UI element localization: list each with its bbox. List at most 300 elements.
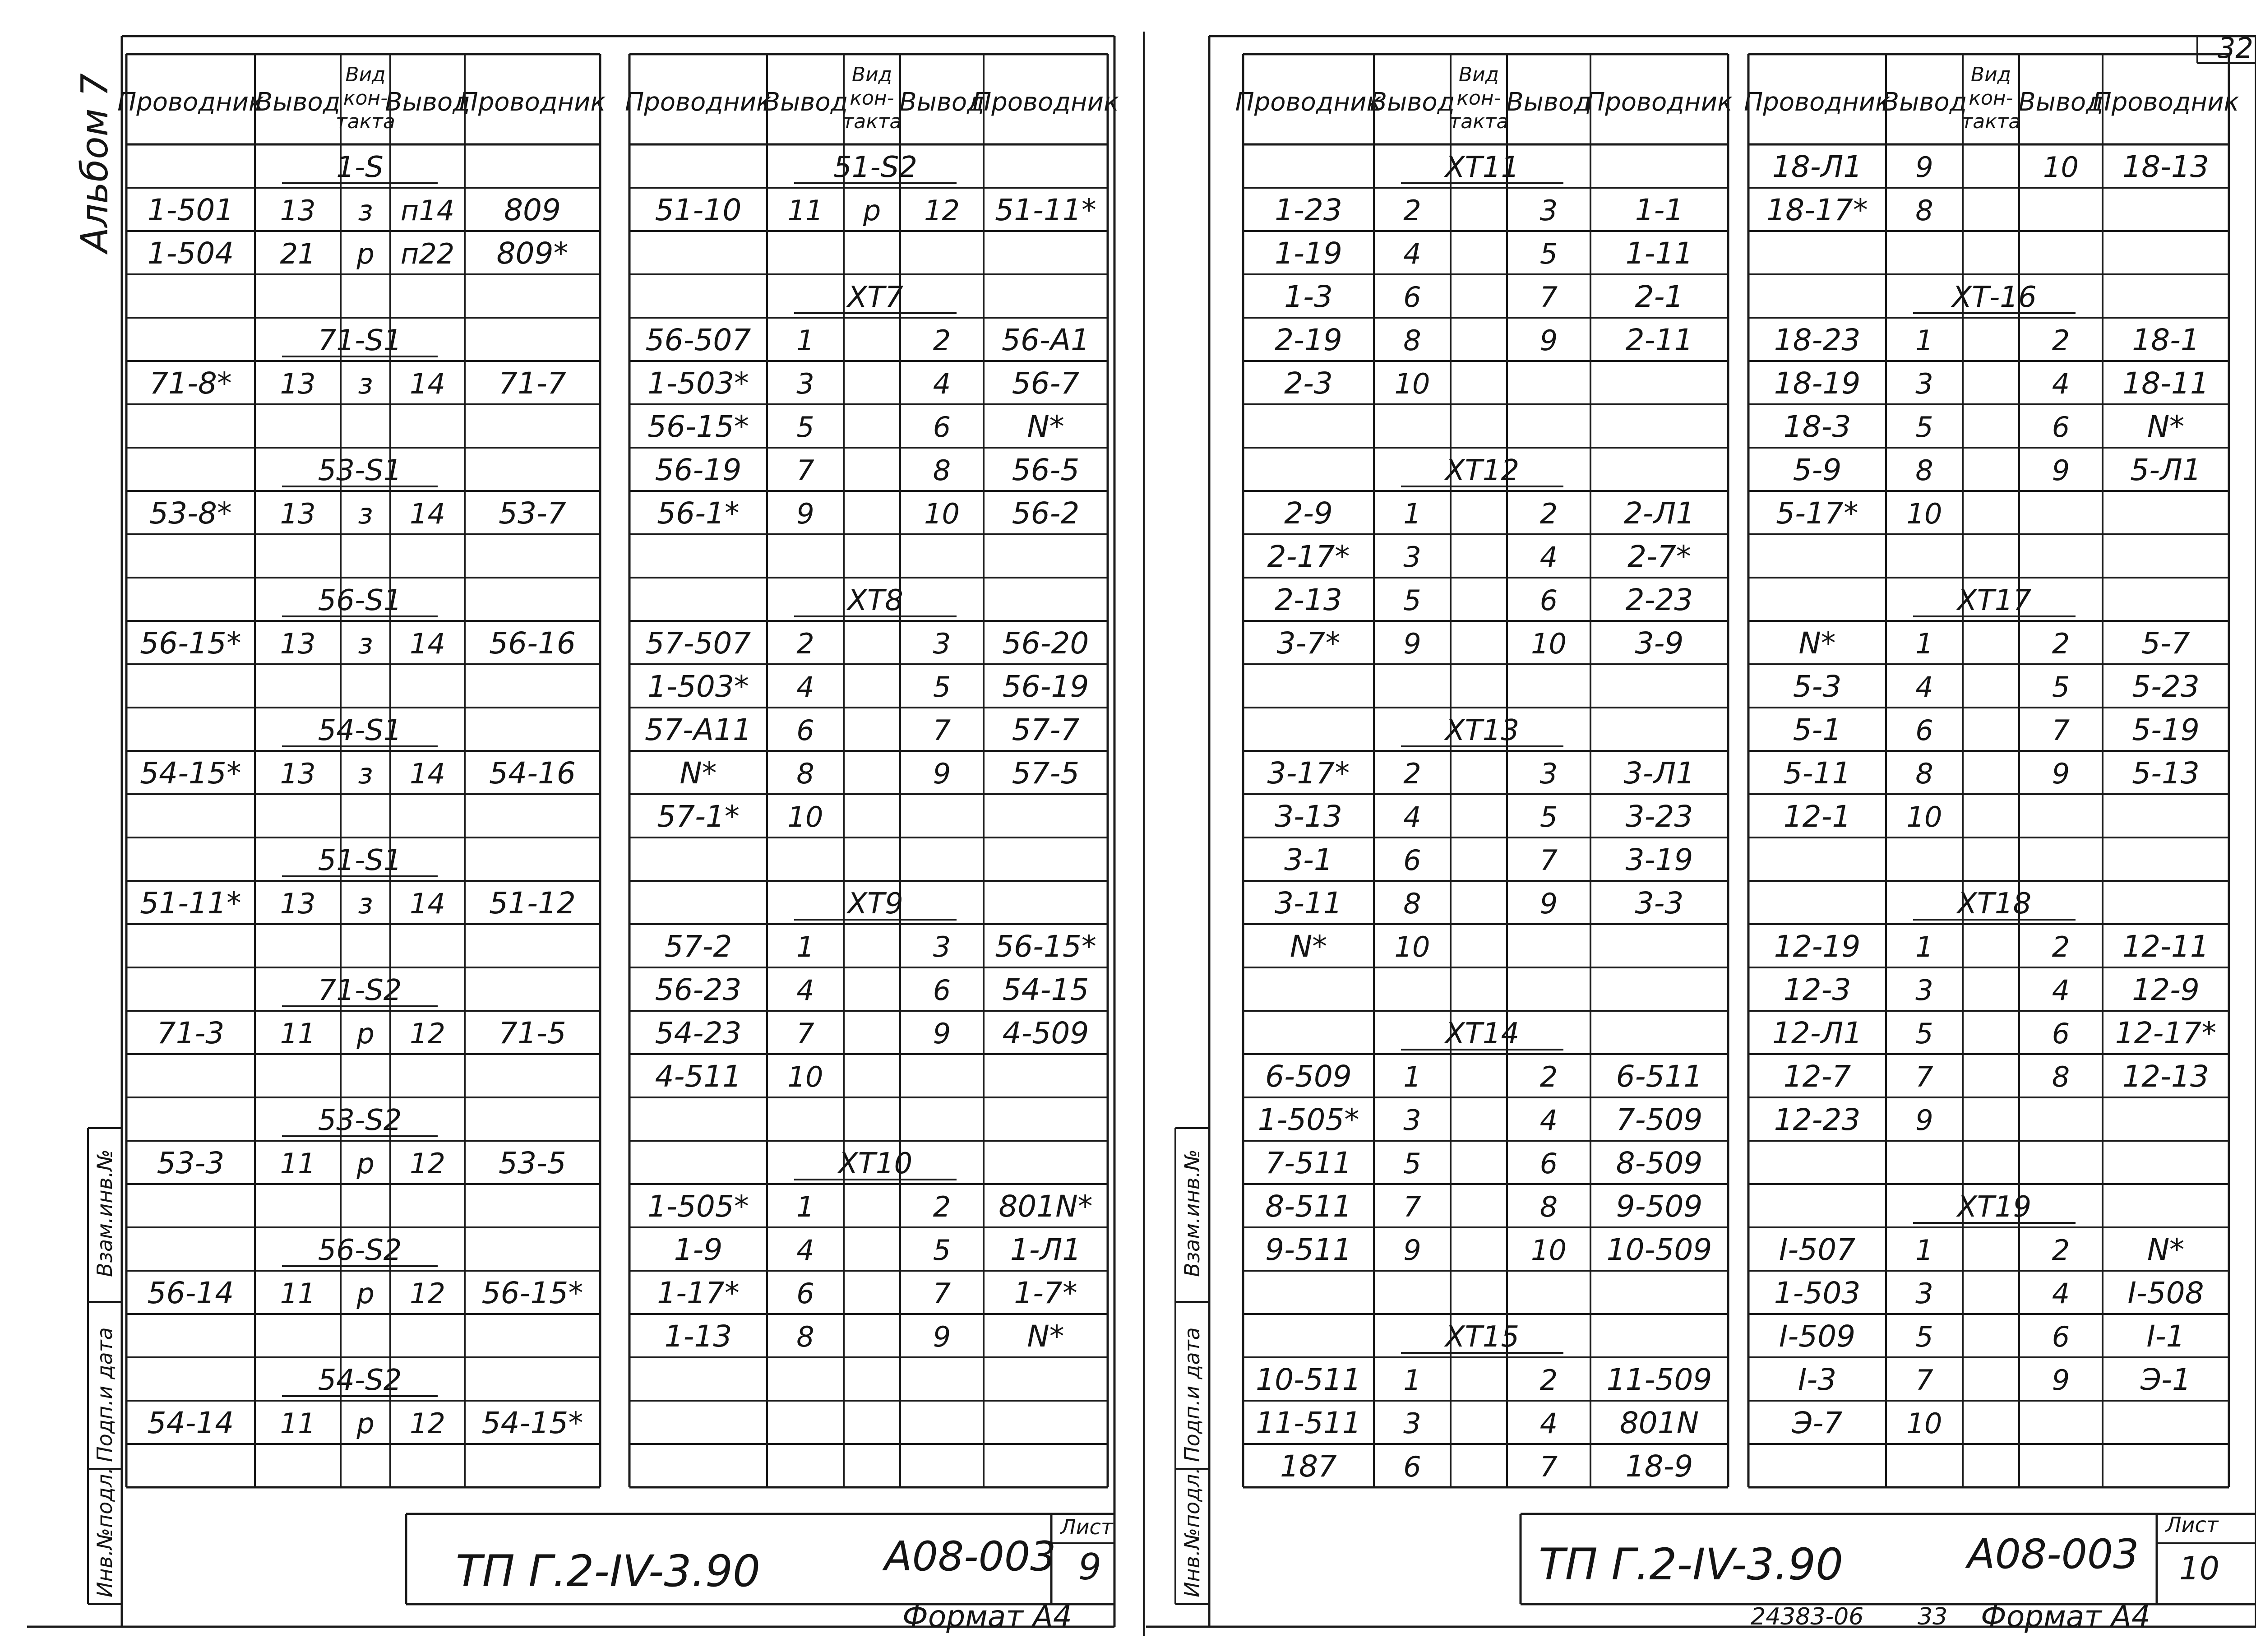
table-cell: 8 bbox=[1539, 1190, 1558, 1223]
right-sheet-label: Лист bbox=[2166, 1513, 2219, 1537]
table-cell: 2 bbox=[933, 1190, 951, 1223]
section-title: ХТ9 bbox=[847, 887, 903, 921]
header-cell: Проводник bbox=[1744, 88, 1891, 117]
left-doc-id: А08-003 bbox=[884, 1533, 1056, 1580]
table-row bbox=[1776, 496, 1942, 531]
table-row bbox=[1793, 453, 2201, 487]
table-cell: 10 bbox=[1906, 497, 1942, 530]
table-cell: 13 bbox=[280, 497, 316, 530]
table-cell: 10 bbox=[924, 497, 960, 530]
table-row bbox=[1265, 1189, 1702, 1224]
right-table-1 bbox=[1235, 54, 1733, 1487]
table-cell: 4 bbox=[796, 974, 814, 1007]
table-cell: 6 bbox=[1403, 281, 1421, 314]
table-cell: 1-Л1 bbox=[1010, 1232, 1082, 1267]
table-cell: 11-511 bbox=[1256, 1406, 1361, 1440]
table-cell: 8 bbox=[796, 1320, 814, 1353]
table-cell: 10 bbox=[1531, 1234, 1567, 1267]
table-cell: 11 bbox=[787, 194, 823, 227]
table-cell: 10 bbox=[787, 801, 823, 833]
header-cell: Вывод bbox=[1369, 88, 1455, 117]
table-row bbox=[1265, 1232, 1712, 1267]
table-row bbox=[1784, 972, 2200, 1007]
table-cell: 4-509 bbox=[1002, 1016, 1089, 1050]
table-cell: 51-11* bbox=[140, 886, 241, 921]
table-cell: 3-13 bbox=[1275, 799, 1342, 834]
table-row bbox=[1779, 1232, 2184, 1267]
section-title: ХТ11 bbox=[1445, 151, 1520, 184]
table-cell: 56-15* bbox=[481, 1276, 583, 1310]
table-cell: 3 bbox=[1539, 757, 1558, 790]
section-title: ХТ17 bbox=[1957, 584, 2032, 617]
table-cell: N* bbox=[1798, 626, 1836, 661]
table-cell: 10 bbox=[1906, 1407, 1942, 1440]
table-cell: 809* bbox=[496, 236, 569, 271]
table-cell: 1-9 bbox=[674, 1232, 723, 1267]
table-cell: 12-13 bbox=[2122, 1059, 2209, 1094]
left-table-2 bbox=[625, 54, 1119, 1487]
table-cell: 809 bbox=[504, 193, 561, 227]
table-cell: 12-3 bbox=[1783, 972, 1851, 1007]
table-cell: 12 bbox=[924, 194, 960, 227]
table-cell: 5-3 bbox=[1793, 669, 1842, 704]
table-cell: 2-19 bbox=[1275, 323, 1342, 357]
header-cell: Вывод bbox=[1882, 88, 1967, 117]
table-cell: 1-13 bbox=[664, 1319, 732, 1354]
table-row bbox=[1779, 1319, 2185, 1354]
table-cell: 11-509 bbox=[1606, 1362, 1712, 1397]
table-cell: 11 bbox=[280, 1407, 316, 1440]
table-row bbox=[1267, 539, 1691, 574]
table-row bbox=[1772, 1016, 2217, 1050]
table-cell: 14 bbox=[410, 887, 445, 920]
left-sheet-label: Лист bbox=[1060, 1515, 1113, 1539]
table-cell: 53-3 bbox=[157, 1146, 225, 1180]
table-row bbox=[1792, 1406, 1942, 1440]
table-row bbox=[140, 756, 576, 791]
stamp-signature-date: Подп.и дата bbox=[92, 1327, 117, 1462]
table-row bbox=[657, 1276, 1077, 1310]
table-cell: 18-11 bbox=[2122, 366, 2209, 401]
table-cell: 1 bbox=[1915, 627, 1933, 660]
table-cell: 18-13 bbox=[2122, 149, 2209, 184]
table-cell: 56-23 bbox=[655, 972, 742, 1007]
table-cell: 5-Л1 bbox=[2130, 453, 2201, 487]
table-cell: 7 bbox=[1539, 1450, 1558, 1483]
header-cell: кон- bbox=[343, 87, 388, 110]
table-cell: 9 bbox=[933, 1320, 951, 1353]
table-cell: з bbox=[358, 497, 373, 530]
section-title: 51-S2 bbox=[833, 151, 917, 184]
table-cell: 8 bbox=[1403, 324, 1421, 357]
section-title: 51-S1 bbox=[318, 844, 402, 877]
table-cell: 6 bbox=[1403, 844, 1421, 877]
table-cell: 53-5 bbox=[499, 1146, 566, 1180]
table-cell: 56-2 bbox=[1012, 496, 1080, 531]
table-cell: 4 bbox=[1403, 801, 1421, 833]
table-cell: 56-1* bbox=[657, 496, 740, 531]
table-row bbox=[1774, 1276, 2204, 1310]
table-cell: 3 bbox=[1915, 1277, 1933, 1310]
table-cell: 5-7 bbox=[2141, 626, 2190, 661]
table-row bbox=[1793, 713, 2200, 747]
table-cell: 10 bbox=[1394, 930, 1430, 963]
section-title: 71-S2 bbox=[318, 974, 402, 1007]
section-title: ХТ-16 bbox=[1952, 281, 2037, 314]
table-row bbox=[1256, 1406, 1699, 1440]
table-cell: 54-15* bbox=[140, 756, 241, 791]
header-cell: Проводник bbox=[1586, 88, 1733, 117]
table-cell: 9 bbox=[796, 497, 814, 530]
table-cell: N* bbox=[2147, 1232, 2185, 1267]
table-cell: 14 bbox=[410, 497, 445, 530]
table-cell: 1-501 bbox=[147, 193, 234, 227]
table-cell: 13 bbox=[280, 194, 316, 227]
table-cell: Э-7 bbox=[1792, 1406, 1843, 1440]
table-cell: 5-23 bbox=[2132, 669, 2200, 704]
header-cell: Проводник bbox=[625, 88, 772, 117]
table-cell: 2 bbox=[1539, 497, 1558, 530]
table-row bbox=[1793, 669, 2200, 704]
table-cell: 2 bbox=[1403, 757, 1421, 790]
table-row bbox=[1265, 1146, 1702, 1180]
table-cell: 13 bbox=[280, 887, 316, 920]
table-row bbox=[1290, 929, 1430, 964]
table-row bbox=[655, 972, 1089, 1007]
table-row bbox=[1275, 323, 1693, 357]
table-cell: N* bbox=[1290, 929, 1327, 964]
table-cell: 54-16 bbox=[489, 756, 576, 791]
table-row bbox=[646, 626, 1089, 661]
table-cell: 54-23 bbox=[655, 1016, 742, 1050]
section-title: ХТ15 bbox=[1445, 1320, 1520, 1354]
table-cell: 4 bbox=[1539, 1104, 1558, 1137]
table-cell: 2 bbox=[2052, 627, 2070, 660]
table-cell: 6 bbox=[2052, 1017, 2070, 1050]
table-cell: 12-19 bbox=[1774, 929, 1861, 964]
table-cell: 12 bbox=[410, 1147, 445, 1180]
table-cell: 53-8* bbox=[149, 496, 232, 531]
table-cell: 5-1 bbox=[1793, 713, 1842, 747]
table-cell: 8 bbox=[1915, 757, 1933, 790]
section-title: ХТ18 bbox=[1957, 887, 2032, 921]
table-row bbox=[1774, 323, 2200, 357]
table-row bbox=[1265, 1059, 1702, 1094]
table-cell: 4 bbox=[1403, 237, 1421, 270]
table-cell: 4-511 bbox=[655, 1059, 742, 1094]
table-cell: 5-9 bbox=[1793, 453, 1842, 487]
table-cell: 51-11* bbox=[995, 193, 1096, 227]
table-cell: 54-15* bbox=[481, 1406, 583, 1440]
table-cell: 12-9 bbox=[2132, 972, 2200, 1007]
table-cell: 2-23 bbox=[1625, 583, 1693, 617]
table-row bbox=[1284, 496, 1695, 531]
table-cell: 5-11 bbox=[1783, 756, 1851, 791]
table-cell: 56-А1 bbox=[1002, 323, 1090, 357]
table-cell: 71-8* bbox=[149, 366, 232, 401]
table-cell: з bbox=[358, 627, 373, 660]
table-cell: 3 bbox=[796, 367, 814, 400]
table-cell: 6 bbox=[1539, 1147, 1558, 1180]
table-cell: 2-Л1 bbox=[1623, 496, 1695, 531]
table-header bbox=[625, 63, 1119, 133]
table-row bbox=[1798, 626, 2190, 661]
table-cell: 4 bbox=[933, 367, 951, 400]
table-header bbox=[1235, 63, 1733, 133]
table-row bbox=[647, 1189, 1093, 1224]
section-title: ХТ12 bbox=[1445, 454, 1520, 487]
table-row bbox=[149, 496, 566, 531]
table-cell: 7 bbox=[796, 1017, 814, 1050]
header-cell: такта bbox=[842, 110, 902, 133]
table-cell: 5 bbox=[1915, 411, 1933, 444]
right-side-stamp bbox=[1180, 1149, 1204, 1597]
table-row bbox=[657, 496, 1079, 531]
table-cell: 5-19 bbox=[2132, 713, 2200, 747]
table-cell: 4 bbox=[1915, 671, 1933, 703]
table-cell: 8 bbox=[1915, 454, 1933, 487]
table-cell: 2-11 bbox=[1625, 323, 1693, 357]
table-cell: 7 bbox=[1403, 1190, 1421, 1223]
header-cell: Вывод bbox=[899, 88, 985, 117]
table-cell: 18-23 bbox=[1774, 323, 1861, 357]
table-row bbox=[1774, 929, 2209, 964]
stamp-inv-number: Инв.№подл. bbox=[1180, 1467, 1204, 1597]
table-cell: 6 bbox=[796, 714, 814, 747]
table-cell: 10-509 bbox=[1606, 1232, 1712, 1267]
right-sheet-number: 10 bbox=[2179, 1550, 2220, 1587]
table-row bbox=[1784, 756, 2200, 791]
table-cell: 2-13 bbox=[1275, 583, 1342, 617]
table-cell: з bbox=[358, 757, 373, 790]
header-cell: кон- bbox=[1969, 87, 2013, 110]
table-cell: 6 bbox=[2052, 1320, 2070, 1353]
table-cell: 12-17* bbox=[2115, 1016, 2217, 1050]
table-cell: 71-3 bbox=[157, 1016, 225, 1050]
table-row bbox=[1774, 1102, 1933, 1137]
section-title: 54-S2 bbox=[318, 1364, 402, 1397]
table-row bbox=[1784, 799, 1942, 834]
table-cell: 9 bbox=[2052, 1364, 2070, 1397]
section-title: ХТ19 bbox=[1957, 1190, 2032, 1224]
table-cell: 8 bbox=[933, 454, 951, 487]
table-cell: 2 bbox=[1539, 1364, 1558, 1397]
table-cell: 4 bbox=[1539, 541, 1558, 574]
table-row bbox=[655, 1059, 823, 1094]
table-cell: 71-7 bbox=[499, 366, 566, 401]
table-row bbox=[148, 193, 561, 227]
table-row bbox=[157, 1146, 566, 1180]
table-cell: 5-17* bbox=[1776, 496, 1858, 531]
table-cell: 9 bbox=[2052, 454, 2070, 487]
table-cell: 1 bbox=[796, 930, 814, 963]
table-cell: 56-19 bbox=[655, 453, 742, 487]
table-cell: 51-10 bbox=[655, 193, 742, 227]
table-cell: 8 bbox=[1915, 194, 1933, 227]
table-row bbox=[149, 366, 566, 401]
table-cell: 2-7* bbox=[1627, 539, 1691, 574]
table-cell: 7 bbox=[1915, 1364, 1933, 1397]
table-cell: 3-1 bbox=[1284, 842, 1333, 877]
table-cell: 1-19 bbox=[1275, 236, 1342, 271]
table-cell: 56-14 bbox=[147, 1276, 234, 1310]
table-cell: 12-1 bbox=[1783, 799, 1851, 834]
table-cell: 2 bbox=[2052, 1234, 2070, 1267]
right-table-2 bbox=[1744, 54, 2239, 1487]
table-cell: р bbox=[356, 1277, 374, 1310]
table-cell: 1 bbox=[1403, 1060, 1421, 1093]
header-cell: Вывод bbox=[1506, 88, 1591, 117]
table-cell: 2-17* bbox=[1267, 539, 1350, 574]
table-cell: 3 bbox=[1539, 194, 1558, 227]
table-cell: 9 bbox=[933, 1017, 951, 1050]
table-row bbox=[655, 453, 1080, 487]
table-cell: I-507 bbox=[1779, 1232, 1856, 1267]
table-cell: 2 bbox=[1403, 194, 1421, 227]
left-format-label: Формат А4 bbox=[902, 1599, 1072, 1634]
section-title: ХТ8 bbox=[847, 584, 903, 617]
table-row bbox=[680, 756, 1079, 791]
table-cell: 57-А11 bbox=[645, 713, 752, 747]
table-cell: 5 bbox=[933, 671, 951, 703]
table-row bbox=[1267, 756, 1695, 791]
table-cell: 1-503 bbox=[1774, 1276, 1861, 1310]
table-row bbox=[1774, 366, 2209, 401]
table-cell: 9 bbox=[1403, 1234, 1421, 1267]
section-title: 53-S2 bbox=[318, 1104, 402, 1137]
table-cell: 2-1 bbox=[1635, 279, 1684, 314]
table-cell: 7-509 bbox=[1616, 1102, 1703, 1137]
table-row bbox=[1784, 1059, 2209, 1094]
table-cell: 3 bbox=[933, 627, 951, 660]
table-cell: 3 bbox=[1403, 1407, 1421, 1440]
table-cell: 12 bbox=[410, 1407, 445, 1440]
table-cell: 3 bbox=[1403, 1104, 1421, 1137]
table-header bbox=[1744, 63, 2239, 133]
table-cell: 12-23 bbox=[1774, 1102, 1861, 1137]
table-cell: р bbox=[863, 194, 881, 227]
table-cell: I-509 bbox=[1779, 1319, 1856, 1354]
table-cell: 56-19 bbox=[1002, 669, 1089, 704]
table-cell: 1-3 bbox=[1284, 279, 1333, 314]
page-corner-number: 32 bbox=[2218, 32, 2253, 65]
table-cell: 57-507 bbox=[645, 626, 751, 661]
table-cell: 1-1 bbox=[1635, 193, 1684, 227]
table-cell: 5 bbox=[1403, 1147, 1421, 1180]
table-cell: 4 bbox=[2052, 974, 2070, 1007]
table-cell: 6-509 bbox=[1265, 1059, 1352, 1094]
table-cell: 7 bbox=[796, 454, 814, 487]
table-cell: 56-5 bbox=[1012, 453, 1080, 487]
table-row bbox=[646, 323, 1090, 357]
table-row bbox=[665, 1319, 1064, 1354]
header-cell: Вывод bbox=[255, 88, 341, 117]
table-cell: 10 bbox=[1394, 367, 1430, 400]
table-cell: р bbox=[356, 237, 374, 270]
table-cell: р bbox=[356, 1017, 374, 1050]
table-cell: 9 bbox=[1915, 151, 1933, 184]
table-cell: 18-9 bbox=[1625, 1449, 1693, 1484]
header-cell: Вывод bbox=[385, 88, 470, 117]
table-cell: 13 bbox=[280, 757, 316, 790]
table-cell: 2 bbox=[2052, 324, 2070, 357]
right-doc-id: А08-003 bbox=[1967, 1531, 2139, 1578]
table-cell: 12 bbox=[410, 1017, 445, 1050]
table-row bbox=[1275, 583, 1693, 617]
right-format-label: Формат А4 bbox=[1981, 1599, 2150, 1634]
table-row bbox=[157, 1016, 566, 1050]
table-cell: 1 bbox=[796, 1190, 814, 1223]
header-cell: Вид bbox=[851, 63, 892, 86]
table-cell: 11 bbox=[280, 1017, 316, 1050]
table-cell: з bbox=[358, 887, 373, 920]
header-cell: Проводник bbox=[459, 88, 606, 117]
table-cell: 10-511 bbox=[1256, 1362, 1361, 1397]
table-cell: 57-1* bbox=[657, 799, 740, 834]
table-cell: 3-19 bbox=[1625, 842, 1693, 877]
table-cell: 56-15* bbox=[995, 929, 1096, 964]
header-cell: Проводник bbox=[972, 88, 1119, 117]
table-cell: 18-3 bbox=[1783, 409, 1851, 444]
table-cell: N* bbox=[1027, 1319, 1064, 1354]
header-cell: Вид bbox=[1970, 63, 2011, 86]
table-cell: 10 bbox=[1906, 801, 1942, 833]
section-title: 54-S1 bbox=[318, 714, 402, 747]
table-row bbox=[1784, 409, 2185, 444]
table-cell: 14 bbox=[410, 367, 445, 400]
left-sheet-number: 9 bbox=[1078, 1546, 1101, 1588]
table-cell: 6 bbox=[1915, 714, 1933, 747]
table-cell: 56-7 bbox=[1012, 366, 1080, 401]
table-cell: 3-Л1 bbox=[1623, 756, 1695, 791]
table-row bbox=[1258, 1102, 1703, 1137]
section-title: ХТ7 bbox=[847, 281, 903, 314]
section-title: 56-S1 bbox=[318, 584, 402, 617]
table-cell: 5-13 bbox=[2132, 756, 2200, 791]
table-cell: 4 bbox=[796, 671, 814, 703]
table-cell: 12-7 bbox=[1783, 1059, 1851, 1094]
table-cell: 3-11 bbox=[1275, 886, 1342, 921]
table-cell: I-3 bbox=[1798, 1362, 1837, 1397]
table-cell: 4 bbox=[1539, 1407, 1558, 1440]
table-row bbox=[1284, 842, 1693, 877]
table-cell: 6-511 bbox=[1616, 1059, 1703, 1094]
table-cell: з bbox=[358, 194, 373, 227]
stamp-signature-date: Подп.и дата bbox=[1180, 1327, 1204, 1462]
table-cell: з bbox=[358, 367, 373, 400]
table-cell: 18-17* bbox=[1766, 193, 1868, 227]
table-cell: 7 bbox=[1539, 281, 1558, 314]
table-cell: 9 bbox=[1539, 887, 1558, 920]
table-row bbox=[645, 713, 1079, 747]
table-row bbox=[657, 799, 823, 834]
table-row bbox=[1256, 1362, 1712, 1397]
table-cell: 4 bbox=[2052, 1277, 2070, 1310]
table-row bbox=[148, 1276, 583, 1310]
table-cell: 1-503* bbox=[647, 669, 749, 704]
table-cell: 5 bbox=[1539, 237, 1558, 270]
table-cell: 18-1 bbox=[2132, 323, 2200, 357]
table-cell: 9-509 bbox=[1616, 1189, 1703, 1224]
table-cell: 7 bbox=[2052, 714, 2070, 747]
table-cell: р bbox=[356, 1407, 374, 1440]
table-cell: 13 bbox=[280, 367, 316, 400]
table-cell: р bbox=[356, 1147, 374, 1180]
table-cell: 18-Л1 bbox=[1772, 149, 1863, 184]
table-cell: 57-2 bbox=[664, 929, 732, 964]
table-row bbox=[647, 669, 1089, 704]
table-cell: 2 bbox=[2052, 930, 2070, 963]
